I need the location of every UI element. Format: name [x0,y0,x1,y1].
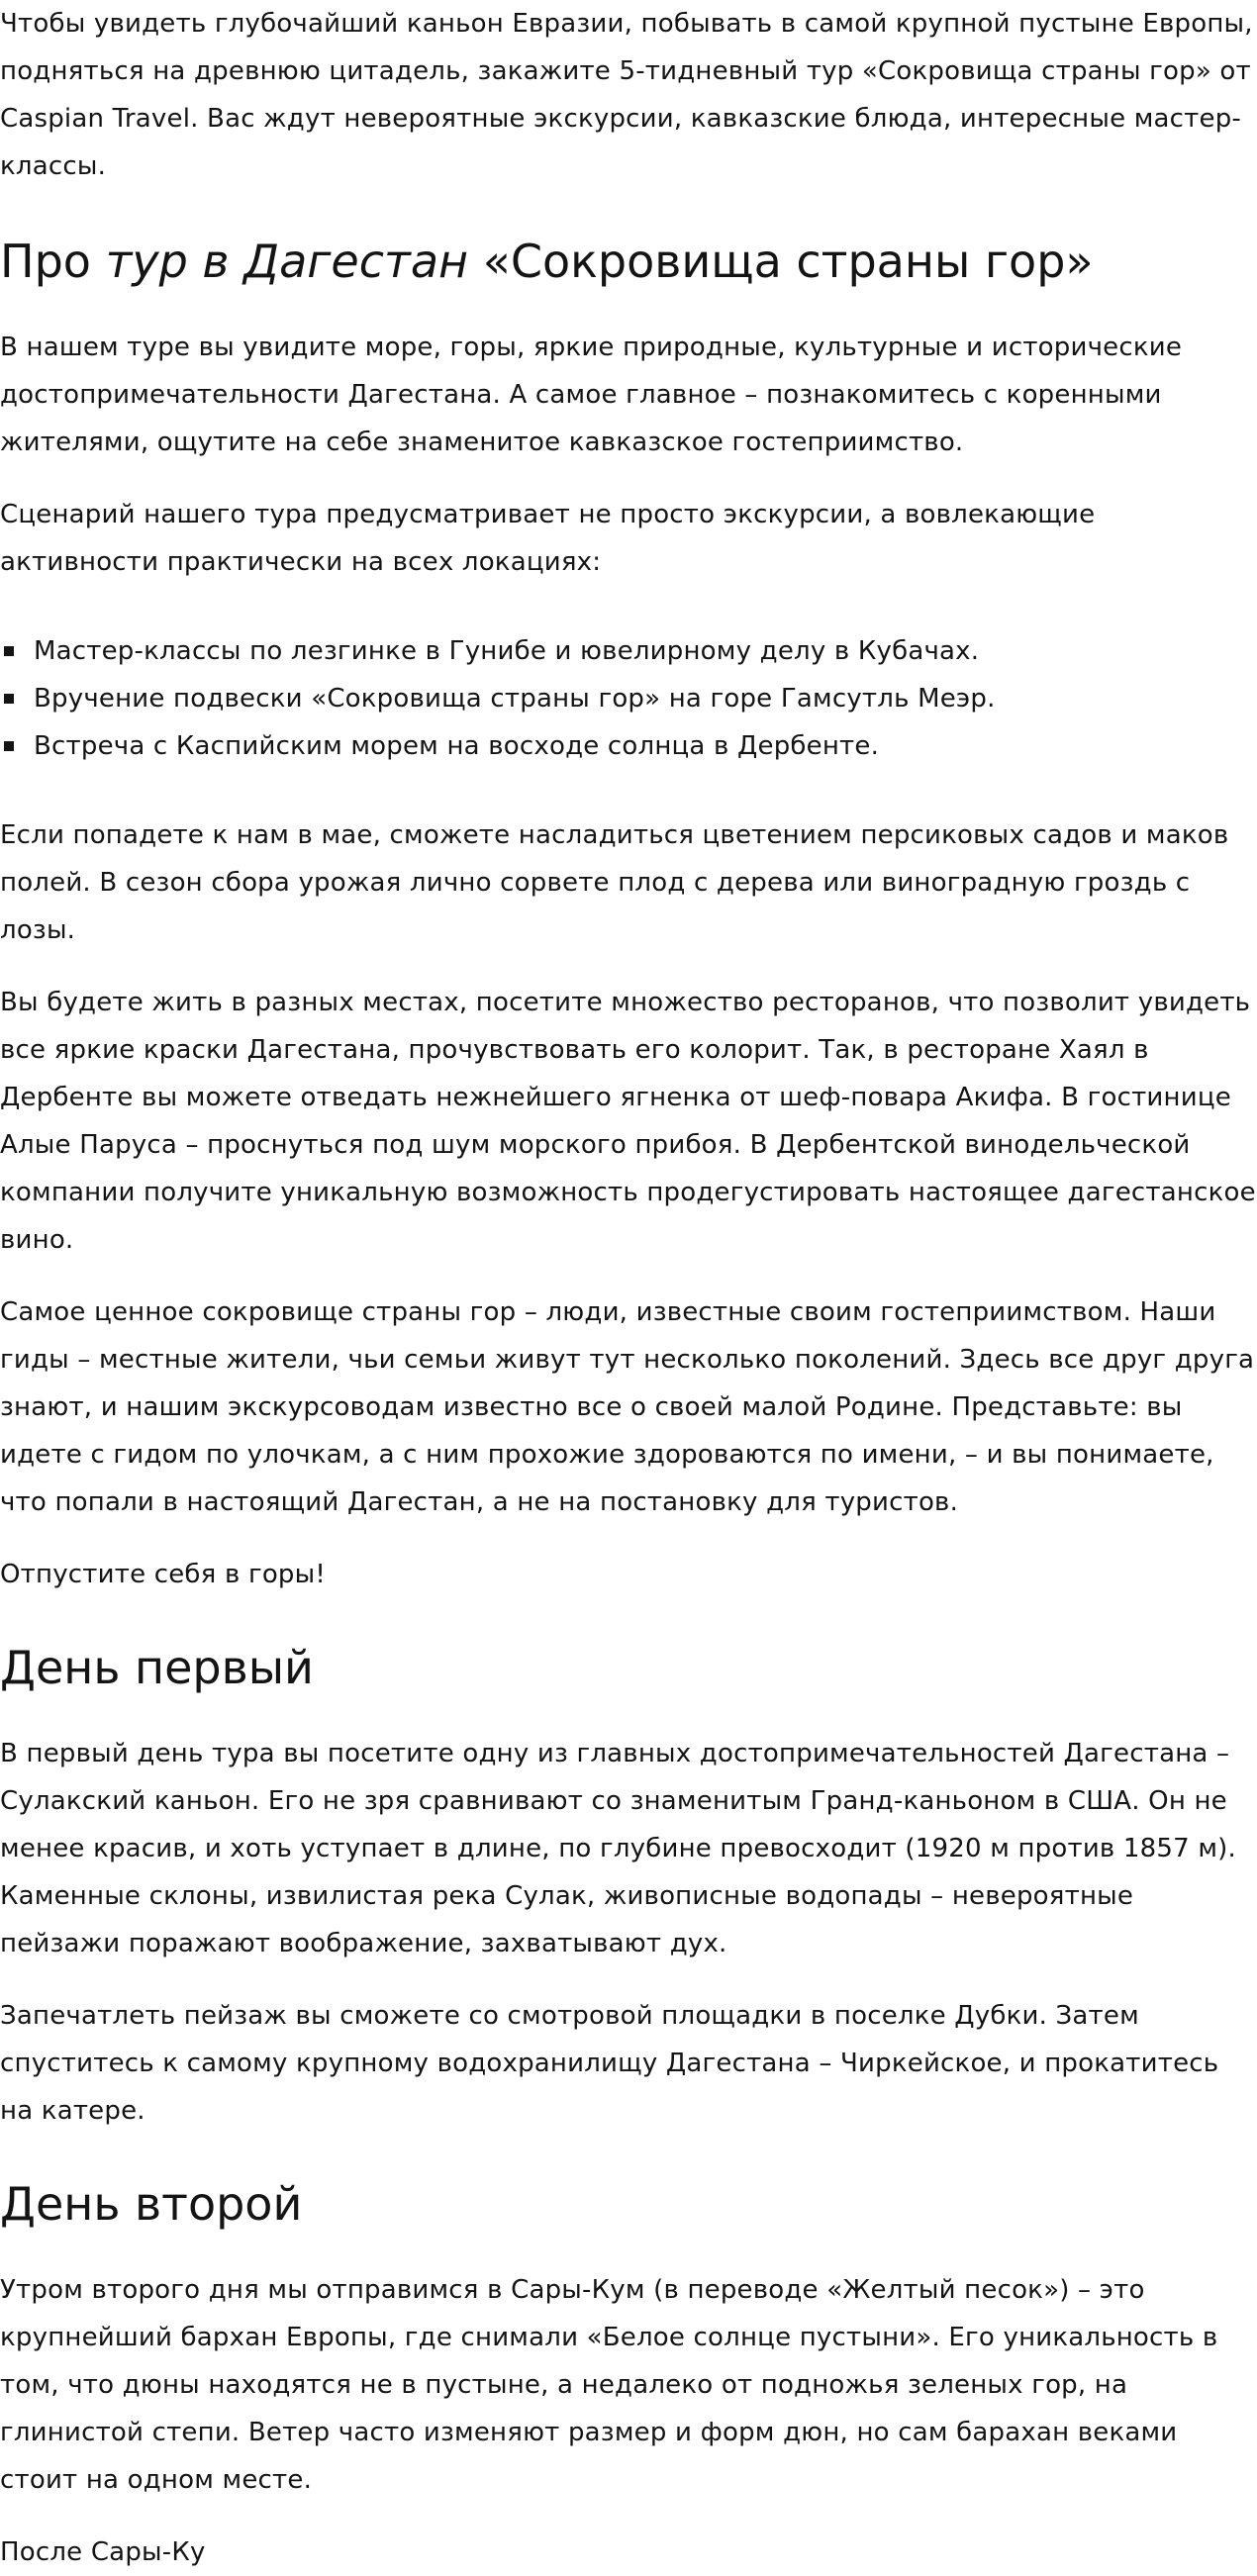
day2-paragraph-2: После Сары-Ку [0,2537,206,2567]
about-heading [0,232,1257,291]
list-item [34,627,1257,675]
intro-paragraph: Чтобы увидеть глубочайший каньон Евразии, побывать в самой крупной пустыне Европы, подняться на древнюю цитадель, закажите 5-тидневный тур «Сокровища страны гор» от Caspian Travel. Вас ждут невероятные экскурсии, кавказские блюда, интересные мастер-классы. [0,9,1253,181]
day1-paragraph-1: В первый день тура вы посетите одну из главных достопримечательностей Дагестана – Сулакский каньон. Его не зря сравнивают со знаменитым Гранд-каньоном в США. Он не менее красив, и хоть уступает в длине, по глубине превосходит (1920 м против 1857 м). Каменные склоны, извилистая река Сулак, живописные водопады – невероятные пейзажи поражают воображение, захватывают дух. [0,1739,1236,1958]
about-paragraph-5: Самое ценное сокровище страны гор – люди, известные своим гостеприимством. Наши гиды – местные жители, чьи семьи живут тут несколько поколений. Здесь все друг друга знают, и нашим экскурсоводам известно все о своей малой Родине. Представьте: вы идете с гидом по улочкам, а с ним прохожие здороваются по имени, – и вы понимаете, что попали в настоящий Дагестан, а не на постановку для туристов. [0,1297,1255,1517]
about-paragraph-2: Сценарий нашего тура предусматривает не просто экскурсии, а вовлекающие активности практически на всех локациях: [0,500,1096,577]
list-item [34,722,1257,770]
list-item-text: Вручение подвески «Сокровища страны гор» на горе Гамсутль Меэр. [34,684,996,714]
about-paragraph-4: Вы будете жить в разных местах, посетите множество ресторанов, что позволит увидеть все яркие краски Дагестана, прочувствовать его колорит. Так, в ресторане Хаял в Дербенте вы можете отведать нежнейшего ягненка от шеф-повара Акифа. В гостинице Алые Паруса – проснуться под шум морского прибоя. В Дербентской винодельческой компании получите уникальную возможность продегустировать настоящее дагестанское вино. [0,988,1256,1255]
square-bullet-icon [4,646,14,656]
list-item-text: Встреча с Каспийским морем на восходе солнца в Дербенте. [34,731,880,761]
about-heading-prefix: Про [0,235,106,288]
day1-heading: День первый [0,1641,314,1694]
about-paragraph-3: Если попадете к нам в мае, сможете насладиться цветением персиковых садов и маков полей. В сезон сбора урожая лично сорвете плод с дерева или виноградную гроздь с лозы. [0,820,1229,945]
day1-paragraph-2: Запечатлеть пейзаж вы сможете со смотровой площадки в поселке Дубки. Затем спуститесь к самому крупному водохранилищу Дагестана – Чиркейское, и прокатитесь на катере. [0,2001,1219,2126]
about-heading-suffix: «Сокровища страны гор» [468,235,1094,288]
square-bullet-icon [4,741,14,751]
list-item-text: Мастер-классы по лезгинке в Гунибе и ювелирному делу в Кубачах. [34,636,980,666]
activities-list [0,627,1257,770]
day2-paragraph-1: Утром второго дня мы отправимся в Сары-Кум (в переводе «Желтый песок») – это крупнейший бархан Европы, где снимали «Белое солнце пустыни». Его уникальность в том, что дюны находятся не в пустыне, а недалеко от подножья зеленых гор, на глинистой степи. Ветер часто изменяют размер и форм дюн, но сам барахан веками стоит на одном месте. [0,2275,1218,2495]
day2-heading: День второй [0,2177,303,2231]
about-heading-italic: тур в Дагестан [105,235,469,288]
about-paragraph-1: В нашем туре вы увидите море, горы, яркие природные, культурные и исторические достопримечательности Дагестана. А самое главное – познакомитесь с коренными жителями, ощутите на себе знаменитое кавказское гостеприимство. [0,333,1183,457]
list-item [34,675,1257,722]
about-paragraph-6: Отпустите себя в горы! [0,1560,326,1589]
square-bullet-icon [4,694,14,704]
